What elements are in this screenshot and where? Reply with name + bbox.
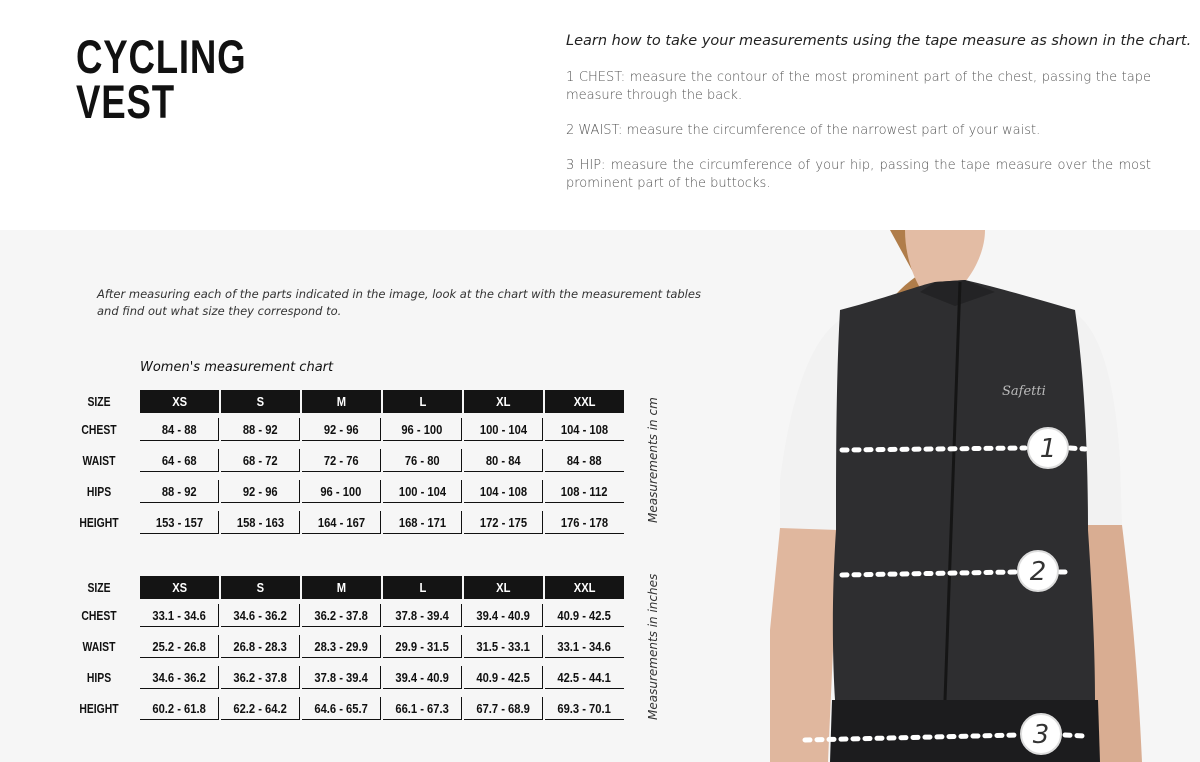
size-header-text: XS [172, 394, 187, 409]
table-cell [464, 666, 543, 689]
size-header-text: XS [172, 580, 187, 595]
table-cell [221, 666, 300, 689]
table-cell [302, 635, 381, 658]
table-cell-text: 29.9 - 31.5 [395, 639, 449, 654]
table-cell-text: 84 - 88 [567, 453, 602, 468]
size-header-text: L [419, 580, 426, 595]
table-cell-text: 62.2 - 64.2 [233, 701, 287, 716]
table-cell-text: 153 - 157 [155, 515, 203, 530]
size-header-cell [302, 390, 381, 413]
table-cell [140, 449, 219, 472]
model-illustration [770, 230, 1200, 762]
instructions-lead: Learn how to take your measurements using the tape measure as shown in the chart. [566, 33, 1192, 49]
table-cell-text: 76 - 80 [404, 453, 440, 468]
table-cell [545, 511, 624, 534]
table-cell-text: 39.4 - 40.9 [476, 608, 530, 623]
table-cell-text: 68 - 72 [242, 453, 278, 468]
size-header-cell [383, 390, 462, 413]
table-row [0, 418, 640, 441]
size-header-cell [545, 576, 624, 599]
table-cell-text: 172 - 175 [479, 515, 527, 530]
table-cell [545, 449, 624, 472]
size-header-text: L [419, 394, 426, 409]
size-header-text: XXL [573, 394, 596, 409]
table-cell-text: 96 - 100 [401, 422, 443, 437]
table-cell-text: 67.7 - 68.9 [476, 701, 530, 716]
table-cell [302, 449, 381, 472]
table-cell [140, 666, 219, 689]
chart-note: After measuring each of the parts indicated in the image, look at the chart with the measurement tables and find out what size they correspond to. [97, 287, 701, 318]
size-header-cell [383, 576, 462, 599]
table-cell [464, 635, 543, 658]
table-cell [383, 480, 462, 503]
table-cell [221, 480, 300, 503]
table-cell [221, 418, 300, 441]
face [905, 230, 985, 290]
table-cell-text: 69.3 - 70.1 [557, 701, 612, 716]
table-cell-text: 72 - 76 [323, 453, 359, 468]
table-cell [464, 697, 543, 720]
table-cell [302, 697, 381, 720]
page-title [76, 30, 310, 128]
instruction-waist: 2 WAIST: measure the circumference of the narrowest part of your waist. [566, 123, 1041, 138]
model-photo [770, 230, 1200, 762]
table-cell [464, 418, 543, 441]
table-cell [221, 511, 300, 534]
table-cell [302, 418, 381, 441]
size-header-text: M [336, 580, 347, 595]
table-cell-text: 60.2 - 61.8 [152, 701, 206, 716]
table-cell [545, 480, 624, 503]
table-cell [464, 604, 543, 627]
instruction-chest: 1 CHEST: measure the contour of the most prominent part of the chest, passing the tape measure through the back. [566, 70, 1151, 103]
size-header-text: S [256, 394, 265, 409]
table-cell [302, 666, 381, 689]
table-cell-text: 104 - 108 [479, 484, 527, 499]
table-cell-text: 39.4 - 40.9 [395, 670, 449, 685]
table-cell [545, 604, 624, 627]
page-title-line-1: CYCLING [76, 30, 247, 83]
size-header-cell [140, 576, 219, 599]
table-cell [383, 449, 462, 472]
size-header-cell [464, 390, 543, 413]
table-cell [302, 604, 381, 627]
table-cell-text: 31.5 - 33.1 [476, 639, 530, 654]
measurement-instructions [566, 33, 1192, 210]
vest [833, 280, 1095, 700]
table-cell-text: 158 - 163 [236, 515, 284, 530]
table-row [0, 480, 640, 503]
table-cell [221, 635, 300, 658]
table-cell [545, 697, 624, 720]
table-cell-text: 168 - 171 [398, 515, 446, 530]
brand-logo: Safetti [1002, 384, 1046, 399]
table-cell-text: 84 - 88 [161, 422, 197, 437]
row-label: HIPS [86, 484, 112, 499]
row-label: HEIGHT [79, 515, 119, 530]
table-cell-text: 66.1 - 67.3 [395, 701, 449, 716]
table-cell [545, 418, 624, 441]
size-header-cell [545, 390, 624, 413]
size-header-cell [140, 390, 219, 413]
table-cell-text: 26.8 - 28.3 [233, 639, 287, 654]
size-header-cell [302, 576, 381, 599]
table-cell [464, 511, 543, 534]
size-header-text: XL [496, 394, 511, 409]
waist-marker: 2 [1017, 550, 1059, 592]
table-cell [140, 635, 219, 658]
table-cell-text: 37.8 - 39.4 [314, 670, 368, 685]
table-cell [383, 418, 462, 441]
table-cell [140, 511, 219, 534]
table-cell-text: 64 - 68 [161, 453, 197, 468]
table-cell-text: 88 - 92 [242, 422, 278, 437]
table-cell-text: 88 - 92 [161, 484, 197, 499]
hip-marker: 3 [1020, 713, 1062, 755]
table-cell [383, 511, 462, 534]
row-label: HIPS [86, 670, 112, 685]
chart-title: Women's measurement chart [140, 360, 334, 375]
table-cell-text: 33.1 - 34.6 [152, 608, 206, 623]
row-label: CHEST [81, 608, 117, 623]
left-arm [770, 528, 838, 762]
size-header-text: XXL [573, 580, 596, 595]
table-cell [545, 635, 624, 658]
table-cell [221, 449, 300, 472]
row-label: WAIST [82, 639, 116, 654]
size-header-text: XL [496, 580, 511, 595]
table-cell-text: 80 - 84 [485, 453, 521, 468]
table-cell [140, 418, 219, 441]
table-row [0, 604, 640, 627]
table-cell-text: 164 - 167 [317, 515, 365, 530]
table-row [0, 666, 640, 689]
waist-tape [842, 572, 1015, 575]
table-cell [140, 697, 219, 720]
header-label: SIZE [87, 394, 111, 409]
table-cell-text: 108 - 112 [561, 484, 608, 499]
table-row [0, 635, 640, 658]
size-header-text: S [256, 580, 265, 595]
chest-marker: 1 [1027, 427, 1069, 469]
table-cell-text: 40.9 - 42.5 [557, 608, 612, 623]
table-row [0, 511, 640, 534]
table-cell [383, 604, 462, 627]
table-cell-text: 92 - 96 [242, 484, 278, 499]
table-cell [464, 480, 543, 503]
unit-label-cm: Measurements in cm [646, 397, 660, 523]
table-cell-text: 100 - 104 [398, 484, 446, 499]
size-header-cell [464, 576, 543, 599]
table-cell-text: 28.3 - 29.9 [314, 639, 368, 654]
table-cell [140, 480, 219, 503]
table-cell-text: 36.2 - 37.8 [314, 608, 368, 623]
table-header-row [0, 390, 640, 413]
table-cell-text: 33.1 - 34.6 [557, 639, 612, 654]
table-cell [464, 449, 543, 472]
table-cell-text: 36.2 - 37.8 [233, 670, 287, 685]
size-header-cell [221, 576, 300, 599]
table-cell-text: 40.9 - 42.5 [476, 670, 530, 685]
table-cell-text: 42.5 - 44.1 [557, 670, 612, 685]
table-header-row [0, 576, 640, 599]
table-cell-text: 104 - 108 [560, 422, 609, 437]
unit-label-inches: Measurements in inches [646, 573, 660, 720]
table-cell [302, 480, 381, 503]
table-cell-text: 96 - 100 [320, 484, 362, 499]
table-cell [383, 697, 462, 720]
table-row [0, 449, 640, 472]
table-cell-text: 34.6 - 36.2 [233, 608, 287, 623]
table-cell-text: 100 - 104 [479, 422, 527, 437]
table-cell-text: 176 - 178 [560, 515, 609, 530]
table-cell-text: 34.6 - 36.2 [152, 670, 206, 685]
table-cell [383, 635, 462, 658]
row-label: CHEST [81, 422, 117, 437]
table-cell-text: 92 - 96 [323, 422, 359, 437]
header-label: SIZE [87, 580, 111, 595]
table-cell [140, 604, 219, 627]
table-cell-text: 64.6 - 65.7 [314, 701, 368, 716]
table-cell-text: 25.2 - 26.8 [152, 639, 206, 654]
instruction-hip: 3 HIP: measure the circumference of your hip, passing the tape measure over the most prominent part of the buttocks. [566, 158, 1151, 191]
row-label: HEIGHT [79, 701, 119, 716]
hip-tape-end [1065, 735, 1085, 736]
table-cell [302, 511, 381, 534]
size-header-cell [221, 390, 300, 413]
table-cell [221, 604, 300, 627]
size-header-text: M [336, 394, 347, 409]
page-title-line-2: VEST [76, 75, 175, 128]
table-cell-text: 37.8 - 39.4 [395, 608, 449, 623]
table-row [0, 697, 640, 720]
table-cell [545, 666, 624, 689]
table-cell [383, 666, 462, 689]
table-cell [221, 697, 300, 720]
row-label: WAIST [82, 453, 116, 468]
